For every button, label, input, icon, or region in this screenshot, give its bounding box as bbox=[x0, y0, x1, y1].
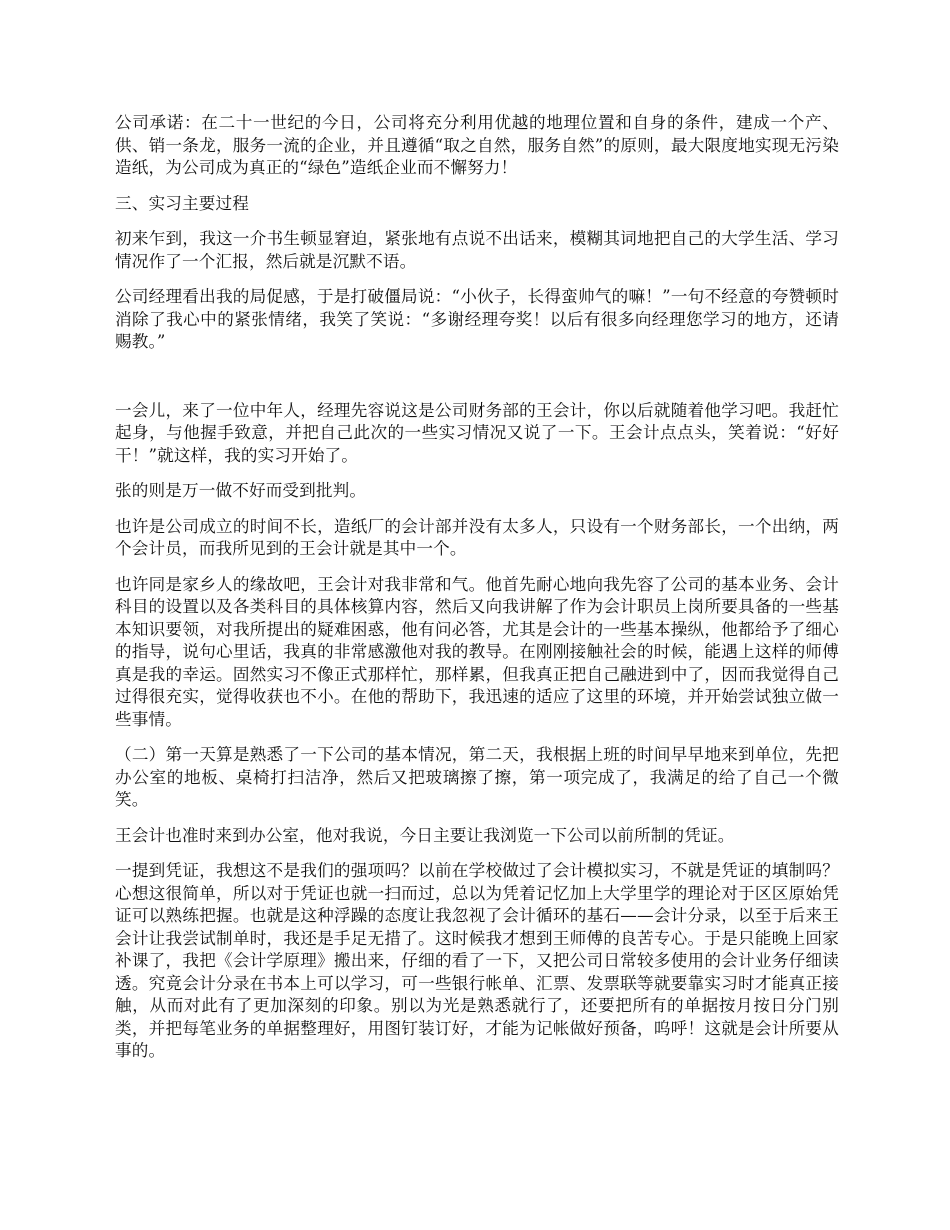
paragraph-department: 也许是公司成立的时间不长，造纸厂的会计部并没有太多人，只设有一个财务部长，一个出纳，两个会计员，而我所见到的王会计就是其中一个。 bbox=[115, 516, 839, 558]
paragraph-fear: 张的则是万一做不好而受到批判。 bbox=[115, 481, 367, 500]
paragraph-mentor: 也许同是家乡人的缘故吧，王会计对我非常和气。他首先耐心地向我先容了公司的基本业务、会计科目的设置以及各类科目的具体核算内容，然后又向我讲解了作为会计职员上岗所要具备的一些基本知识要领，对我所提出的疑难困惑，他有问必答，尤其是会计的一些基本操纵，他都给予了细心的指导，说句心里话，我真的非常感激他对我的教导。在刚刚接触社会的时候，能遇上这样的师傅真是我的幸运。固然实习不像正式那样忙，那样累，但我真正把自己融进到中了，因而我觉得自己过得很充实，觉得收获也不小。在他的帮助下，我迅速的适应了这里的环境，并开始尝试独立做一些事情。 bbox=[115, 574, 839, 729]
paragraph-manager: 公司经理看出我的局促感，于是打破僵局说：“小伙子，长得蛮帅气的嘛！”一句不经意的夸赞顿时消除了我心中的紧张情绪，我笑了笑说：“多谢经理夸奖！以后有很多向经理您学习的地方，还请赐教。” bbox=[115, 287, 839, 351]
paragraph-accountant-intro: 一会儿，来了一位中年人，经理先容说这是公司财务部的王会计，你以后就随着他学习吧。我赶忙起身，与他握手致意，并把自己此次的一些实习情况又说了一下。王会计点点头，笑着说：“好好干！”就这样，我的实习开始了。 bbox=[115, 400, 839, 465]
paragraph-company-promise: 公司承诺：在二十一世纪的今日，公司将充分利用优越的地理位置和自身的条件，建成一个产、供、销一条龙，服务一流的企业，并且遵循“取之自然，服务自然”的原则，最大限度地实现无污染造纸，为公司成为真正的“绿色”造纸企业而不懈努力！ bbox=[115, 113, 839, 177]
blank-gap bbox=[115, 367, 839, 400]
section-heading: 三、实习主要过程 bbox=[115, 193, 249, 213]
document-page bbox=[115, 112, 839, 1076]
paragraph-vouchers-task: 王会计也准时来到办公室，他对我说，今日主要让我浏览一下公司以前所制的凭证。 bbox=[115, 825, 735, 845]
paragraph-first-day: （二）第一天算是熟悉了一下公司的基本情况，第二天，我根据上班的时间早早地来到单位，先把办公室的地板、桌椅打扫洁净，然后又把玻璃擦了擦，第一项完成了，我满足的给了自己一个微笑。 bbox=[115, 745, 839, 809]
paragraph-vouchers-lesson: 一提到凭证，我想这不是我们的强项吗？以前在学校做过了会计模拟实习，不就是凭证的填制吗？心想这很简单，所以对于凭证也就一扫而过，总以为凭着记忆加上大学里学的理论对于区区原始凭证可以熟练把握。也就是这种浮躁的态度让我忽视了会计循环的基石——会计分录，以至于后来王会计让我尝试制单时，我还是手足无措了。这时候我才想到王师傅的良苦专心。于是只能晚上回家补课了，我把《会计学原理》搬出来，仔细的看了一下，又把公司日常较多使用的会计业务仔细读透。究竟会计分录在书本上可以学习，可一些银行帐单、汇票、发票联等就要靠实习时才能真正接触，从而对此有了更加深刻的印象。别以为光是熟悉就行了，还要把所有的单据按月按日分门别类，并把每笔业务的单据整理好，用图钉装订好，才能为记帐做好预备，呜呼！这就是会计所要从事的。 bbox=[115, 861, 839, 1060]
paragraph-arrival: 初来乍到，我这一介书生顿显窘迫，紧张地有点说不出话来，模糊其词地把自己的大学生活、学习情况作了一个汇报，然后就是沉默不语。 bbox=[115, 229, 839, 271]
